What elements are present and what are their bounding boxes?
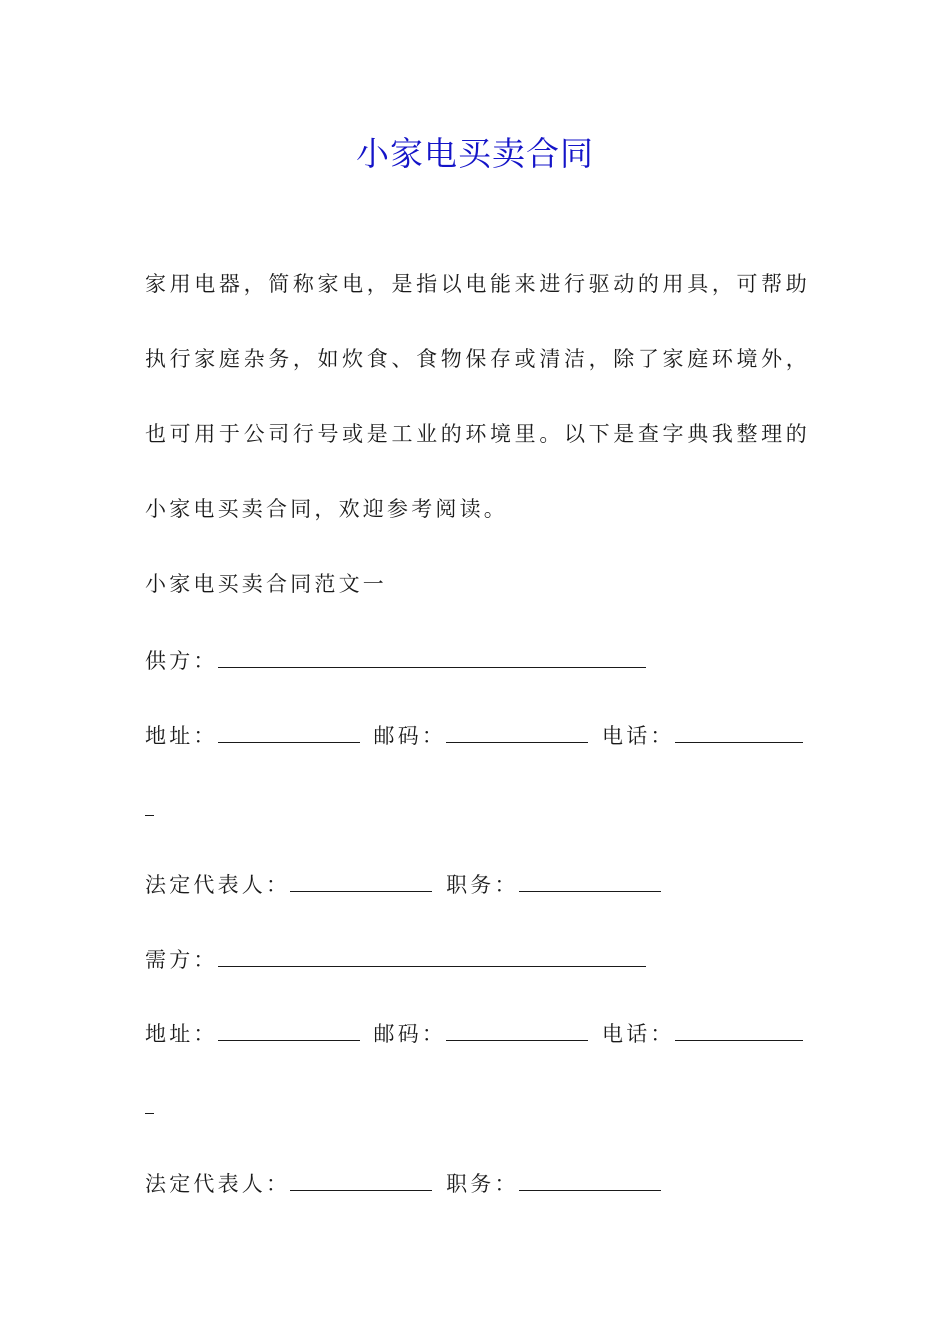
supplier-address-blank[interactable] <box>218 722 360 743</box>
buyer-address-blank[interactable] <box>218 1020 360 1041</box>
buyer-position-blank[interactable] <box>519 1170 661 1191</box>
buyer-rep-label: 法定代表人： <box>145 1172 291 1196</box>
supplier-line <box>145 645 650 675</box>
buyer-rep-blank[interactable] <box>290 1170 432 1191</box>
intro-paragraph: 家用电器，简称家电，是指以电能来进行驱动的用具，可帮助执行家庭杂务，如炊食、食物保存或清洁，除了家庭环境外，也可用于公司行号或是工业的环境里。以下是查字典我整理的小家电买卖合同，欢迎参考阅读。 <box>145 272 810 521</box>
buyer-phone-blank-continuation <box>145 1113 154 1114</box>
buyer-phone-blank[interactable] <box>675 1020 803 1041</box>
buyer-line <box>145 944 650 974</box>
section-heading: 小家电买卖合同范文一 <box>145 572 387 596</box>
buyer-name-blank[interactable] <box>218 946 646 967</box>
supplier-name-blank[interactable] <box>218 647 646 668</box>
document-title: 小家电买卖合同 <box>356 134 594 173</box>
buyer-postcode-label: 邮码： <box>373 1022 447 1046</box>
supplier-postcode-label: 邮码： <box>373 724 447 748</box>
supplier-postcode-blank[interactable] <box>446 722 588 743</box>
supplier-contact-line <box>145 720 803 750</box>
supplier-phone-blank[interactable] <box>675 722 803 743</box>
supplier-rep-label: 法定代表人： <box>145 873 291 897</box>
buyer-phone-label: 电话： <box>602 1022 675 1046</box>
buyer-address-label: 地址： <box>145 1022 218 1046</box>
supplier-phone-blank-continuation <box>145 815 154 816</box>
supplier-rep-blank[interactable] <box>290 871 432 892</box>
buyer-postcode-blank[interactable] <box>446 1020 588 1041</box>
buyer-position-label: 职务： <box>446 1172 519 1196</box>
buyer-rep-line <box>145 1168 665 1198</box>
supplier-label: 供方： <box>145 649 218 673</box>
supplier-address-label: 地址： <box>145 724 218 748</box>
supplier-position-label: 职务： <box>446 873 519 897</box>
buyer-label: 需方： <box>145 948 218 972</box>
buyer-contact-line <box>145 1018 803 1048</box>
supplier-phone-label: 电话： <box>602 724 675 748</box>
supplier-rep-line <box>145 869 665 899</box>
supplier-position-blank[interactable] <box>519 871 661 892</box>
